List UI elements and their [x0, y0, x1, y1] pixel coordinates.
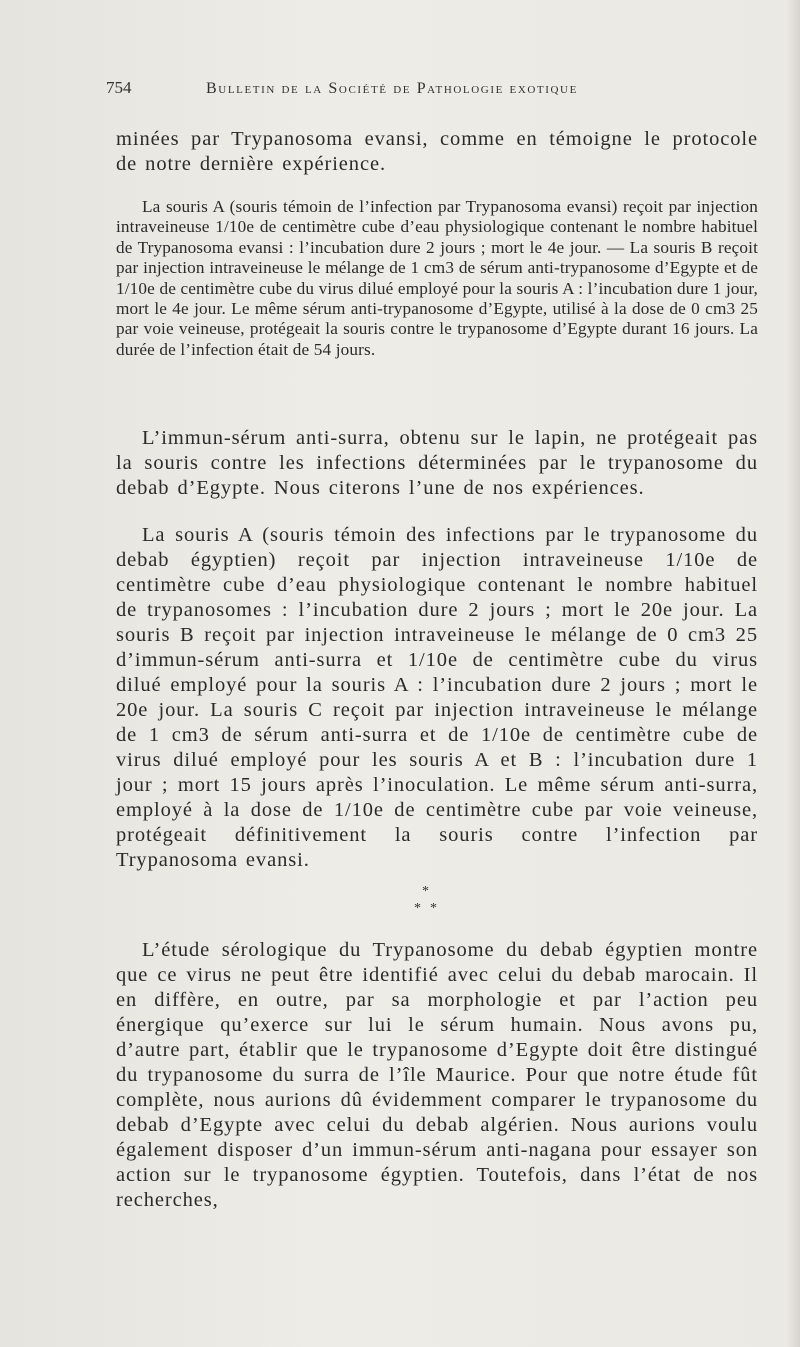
page-edge-shadow: [786, 0, 800, 1347]
asterism-star: *: [430, 901, 437, 916]
paragraph-protocol-evansi: [116, 197, 758, 360]
asterism-star: *: [422, 884, 429, 899]
running-title: Bulletin de la Société de Pathologie exotique: [206, 80, 578, 97]
paragraph-continuation: [116, 127, 758, 177]
running-head: [106, 78, 666, 104]
paragraph-experiment: [116, 523, 758, 873]
paragraph-anti-surra: [116, 426, 758, 501]
paragraph-text: La souris A (souris témoin des infections par le trypanosome du debab égyptien) reçoit par injection intraveineuse 1/10e de centimètre cube d’eau physiologique contenant le nombre habituel de trypanosomes : l’incubation dure 2 jours ; mort le 20e jour. La souris B reçoit par injection intraveineuse le mélange de 0 cm3 25 d’immun-sérum anti-surra et 1/10e de centimètre cube du virus dilué employé pour la souris A : l’incubation dure 2 jours ; mort le 20e jour. La souris C reçoit par injection intraveineuse le mélange de 1 cm3 de sérum anti-surra et de 1/10e de centimètre cube de virus dilué employé pour les souris A et B : l’incubation dure 1 jour ; mort 15 jours après l’inoculation. Le même sérum anti-surra, employé à la dose de 1/10e de centimètre cube par voie veineuse, protégeait définitivement la souris contre l’infection par Trypanosoma evansi.: [116, 524, 758, 871]
paragraph-text: L’immun-sérum anti-surra, obtenu sur le lapin, ne protégeait pas la souris contre les infections déterminées par le trypanosome du debab d’Egypte. Nous citerons l’une de nos expériences.: [116, 427, 758, 499]
paragraph-text: L’étude sérologique du Trypanosome du debab égyptien montre que ce virus ne peut être identifié avec celui du debab marocain. Il en diffère, en outre, par sa morphologie et par l’action peu énergique qu’exerce sur lui le sérum humain. Nous avons pu, d’autre part, établir que le trypanosome d’Egypte doit être distingué du trypanosome du surra de l’île Maurice. Pour que notre étude fût complète, nous aurions dû évidemment comparer le trypanosome du debab d’Egypte avec celui du debab algérien. Nous aurions voulu également disposer d’un immun-sérum anti-nagana pour essayer son action sur le trypanosome égyptien. Toutefois, dans l’état de nos recherches,: [116, 939, 758, 1211]
paragraph-text: minées par Trypanosoma evansi, comme en témoigne le protocole de notre dernière expérience.: [116, 128, 758, 175]
page-number: 754: [106, 78, 132, 97]
paragraph-serological-study: [116, 938, 758, 1213]
asterism-separator: [400, 885, 460, 921]
paragraph-text: La souris A (souris témoin de l’infection par Trypanosoma evansi) reçoit par injection intraveineuse 1/10e de centimètre cube d’eau physiologique contenant le nombre habituel de Trypanosoma evansi : l’incubation dure 2 jours ; mort le 4e jour. — La souris B reçoit par injection intraveineuse le mélange de 1 cm3 de sérum anti-trypanosome d’Egypte et de 1/10e de centimètre cube du virus dilué employé pour la souris A : l’incubation dure 1 jour, mort le 4e jour. Le même sérum anti-trypanosome d’Egypte, utilisé à la dose de 0 cm3 25 par voie veineuse, protégeait la souris contre le trypanosome d’Egypte durant 16 jours. La durée de l’infection était de 54 jours.: [116, 197, 758, 359]
asterism-star: *: [414, 901, 421, 916]
